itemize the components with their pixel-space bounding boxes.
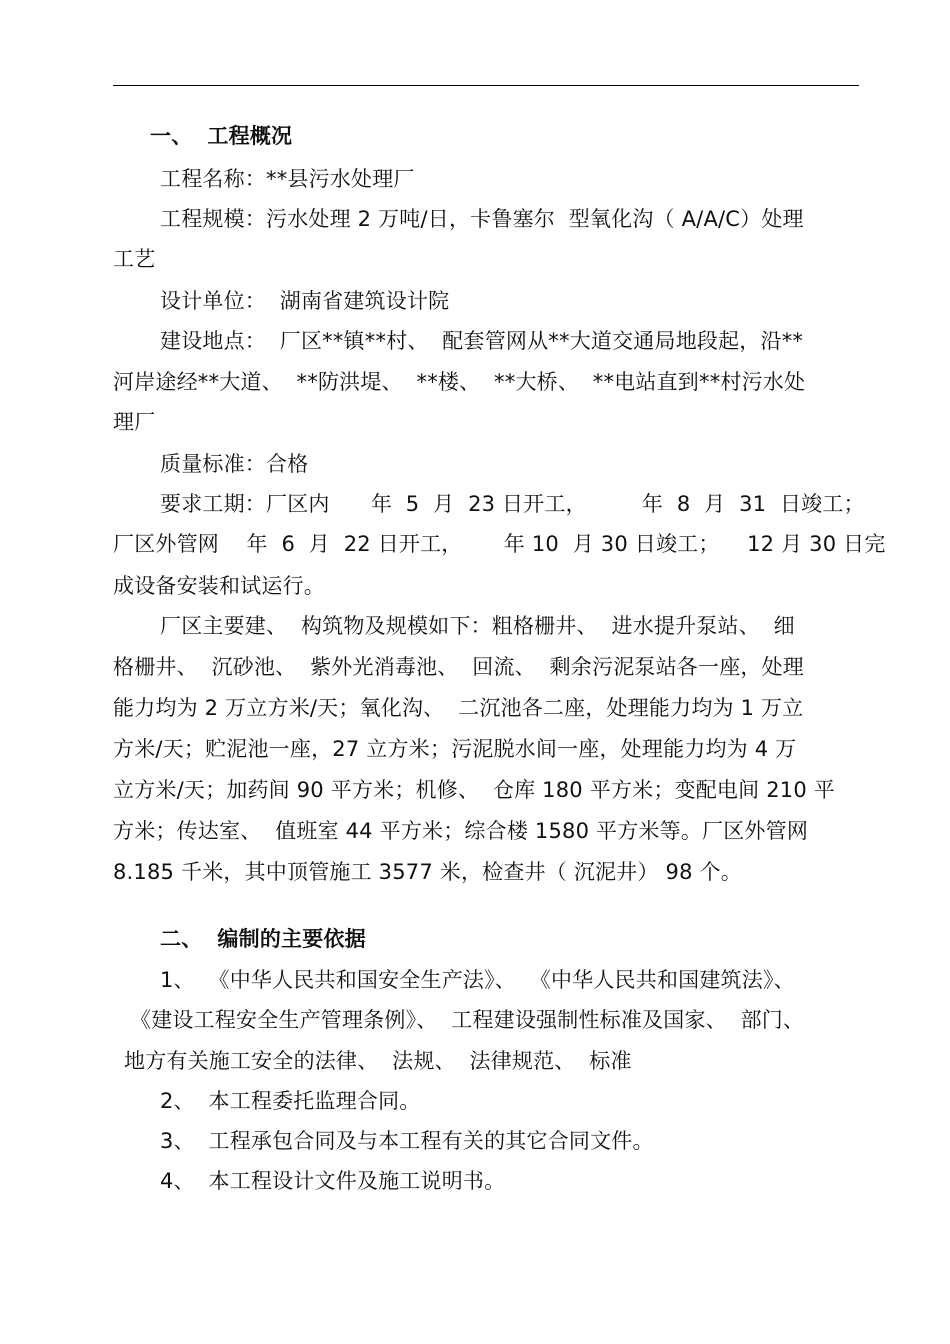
schedule-line: 要求工期：厂区内 年 5 月 23 日开工， 年 8 月 31 日竣工； <box>160 492 865 516</box>
construction-site-line: 建设地点： 厂区**镇**村、 配套管网从**大道交通局地段起，沿** <box>160 329 804 353</box>
design-unit-line: 设计单位： 湖南省建筑设计院 <box>160 289 450 313</box>
basis-item-1-cont: 《建设工程安全生产管理条例》、 工程建设强制性标准及国家、 部门、 <box>130 1008 805 1032</box>
schedule-line-end: 成设备安装和试运行。 <box>113 574 325 598</box>
section-heading-project-overview: 一、 工程概况 <box>150 124 293 148</box>
project-name-line: 工程名称：**县污水处理厂 <box>160 167 415 191</box>
section-heading-basis: 二、 编制的主要依据 <box>160 927 366 951</box>
construction-site-line-end: 理厂 <box>113 410 156 434</box>
project-scale-line-cont: 工艺 <box>113 247 156 271</box>
basis-item-1-end: 地方有关施工安全的法律、 法规、 法律规范、 标准 <box>124 1049 632 1073</box>
basis-item-2: 2、 本工程委托监理合同。 <box>160 1089 421 1113</box>
basis-item-1: 1、 《中华人民共和国安全生产法》、 《中华人民共和国建筑法》、 <box>160 968 795 992</box>
main-structures-line-3: 能力均为 2 万立方米/天；氧化沟、 二沉池各二座，处理能力均为 1 万立 <box>113 696 804 720</box>
main-structures-line-4: 方米/天；贮泥池一座，27 立方米；污泥脱水间一座，处理能力均为 4 万 <box>113 737 797 761</box>
project-scale-line: 工程规模：污水处理 2 万吨/日，卡鲁塞尔 型氧化沟（ A/A/C）处理 <box>160 207 804 231</box>
main-structures-line-7: 8.185 千米，其中顶管施工 3577 米，检查井（ 沉泥井） 98 个。 <box>113 860 742 884</box>
main-structures-line-2: 格栅井、 沉砂池、 紫外光消毒池、 回流、 剩余污泥泵站各一座，处理 <box>113 655 804 679</box>
basis-item-3: 3、 工程承包合同及与本工程有关的其它合同文件。 <box>160 1129 654 1153</box>
basis-item-4: 4、 本工程设计文件及施工说明书。 <box>160 1169 506 1193</box>
header-rule <box>113 85 859 86</box>
construction-site-line-cont: 河岸途经**大道、 **防洪堤、 **楼、 **大桥、 **电站直到**村污水处 <box>113 370 806 394</box>
main-structures-line-5: 立方米/天；加药间 90 平方米；机修、 仓库 180 平方米；变配电间 210 平 <box>113 778 835 802</box>
main-structures-line: 厂区主要建、 构筑物及规模如下：粗格栅井、 进水提升泵站、 细 <box>160 614 795 638</box>
schedule-line-cont: 厂区外管网 年 6 月 22 日开工， 年 10 月 30 日竣工； 12 月 30 日完 <box>113 532 886 556</box>
main-structures-line-6: 方米；传达室、 值班室 44 平方米；综合楼 1580 平方米等。厂区外管网 <box>113 819 809 843</box>
quality-standard-line: 质量标准：合格 <box>160 452 309 476</box>
